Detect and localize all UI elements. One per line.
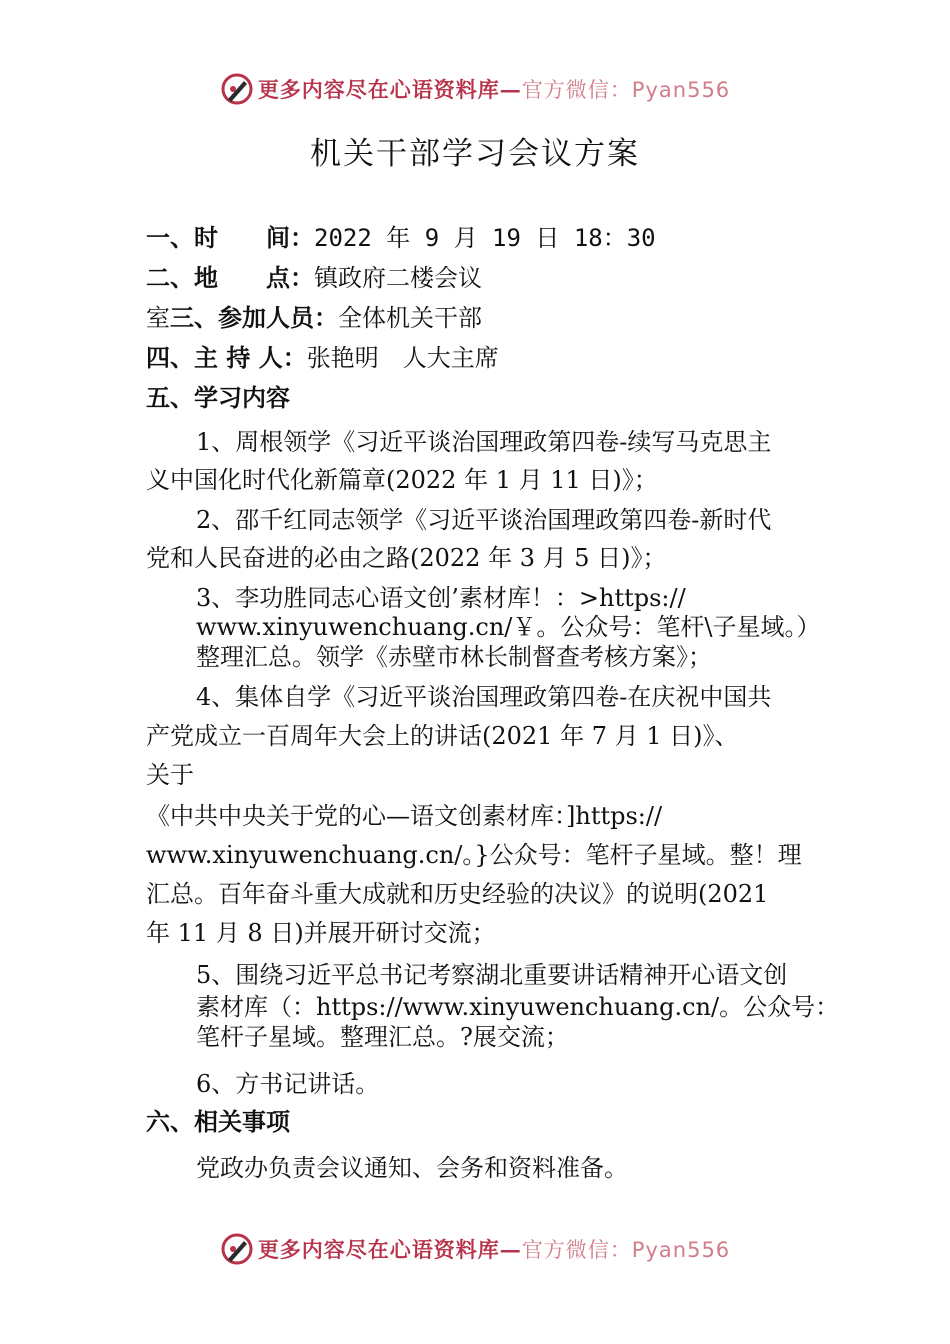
item-4-line-3: 关于: [146, 761, 194, 789]
pen-logo-icon: [220, 1232, 254, 1266]
study-content-label: 五、学习内容: [146, 384, 290, 412]
item-2-line-1: 2、邵千红同志领学《习近平谈治国理政第四卷-新时代: [196, 506, 772, 534]
host-label: 四、主 持 人：: [146, 344, 307, 372]
related-matters-heading: [146, 1102, 290, 1137]
item-4-line-4: 《中共中央关于党的心—语文创素材库：]https://: [146, 802, 663, 830]
watermark-banner-top: [0, 72, 950, 106]
document-title: 机关干部学习会议方案: [310, 136, 640, 172]
wechat-text: 官方微信：Pyan556: [521, 1238, 731, 1262]
item-4-line-5: www.xinyuwenchuang.cn/。}公众号：笔杆子星域。整！理: [146, 841, 802, 869]
attendees-label: 三、参加人员：: [170, 304, 338, 332]
host-value: 张艳明 人大主席: [306, 344, 499, 372]
attendees-line: [146, 298, 482, 333]
wechat-text: 官方微信：Pyan556: [521, 78, 731, 102]
item-5-line-2: 素材库（：https://www.xinyuwenchuang.cn/。公众号：: [196, 993, 840, 1021]
item-4-line-1: 4、集体自学《习近平谈治国理政第四卷-在庆祝中国共: [196, 683, 772, 711]
pen-logo-icon: [220, 72, 254, 106]
item-3-line-2: www.xinyuwenchuang.cn/￥。公众号：笔杆\子星域。）: [196, 613, 821, 641]
study-content-heading: [146, 378, 290, 413]
related-matters-label: 六、相关事项: [146, 1108, 290, 1136]
time-value: 2022 年 9 月 19 日 18：30: [314, 224, 656, 252]
place-label: 二、地 点：: [146, 264, 314, 292]
time-label: 一、时 间：: [146, 224, 314, 252]
item-5-line-1: 5、围绕习近平总书记考察湖北重要讲话精神开心语文创: [196, 961, 788, 989]
related-matters-text: 党政办负责会议通知、会务和资料准备。: [196, 1154, 628, 1182]
host-line: [146, 338, 499, 373]
item-1-line-1: 1、周根领学《习近平谈治国理政第四卷-续写马克思主: [196, 428, 772, 456]
item-5-line-3: 笔杆子星域。整理汇总。?展交流；: [196, 1023, 569, 1051]
item-3-line-1: 3、李功胜同志心语文创’素材库！：>https://: [196, 584, 686, 612]
time-line: [146, 218, 656, 253]
watermark-banner-bottom: [0, 1232, 950, 1266]
promo-text: 更多内容尽在心语资料库—: [257, 77, 522, 102]
item-4-line-7: 年 11 月 8 日)并展开研讨交流；: [146, 919, 496, 947]
attendees-value: 全体机关干部: [338, 304, 482, 332]
place-line: [146, 258, 482, 293]
promo-text: 更多内容尽在心语资料库—: [257, 1237, 522, 1262]
item-4-line-2: 产党成立一百周年大会上的讲话(2021 年 7 月 1 日)》、: [146, 722, 739, 750]
item-2-line-2: 党和人民奋进的必由之路(2022 年 3 月 5 日)》；: [146, 544, 667, 572]
item-6-line-1: 6、方书记讲话。: [196, 1070, 380, 1098]
item-1-line-2: 义中国化时代化新篇章(2022 年 1 月 11 日)》；: [146, 466, 658, 494]
room-suffix: 室: [146, 304, 170, 332]
item-4-line-6: 汇总。百年奋斗重大成就和历史经验的决议》的说明(2021: [146, 880, 769, 908]
place-value: 镇政府二楼会议: [314, 264, 482, 292]
item-3-line-3: 整理汇总。领学《赤壁市林长制督查考核方案》；: [196, 643, 712, 671]
